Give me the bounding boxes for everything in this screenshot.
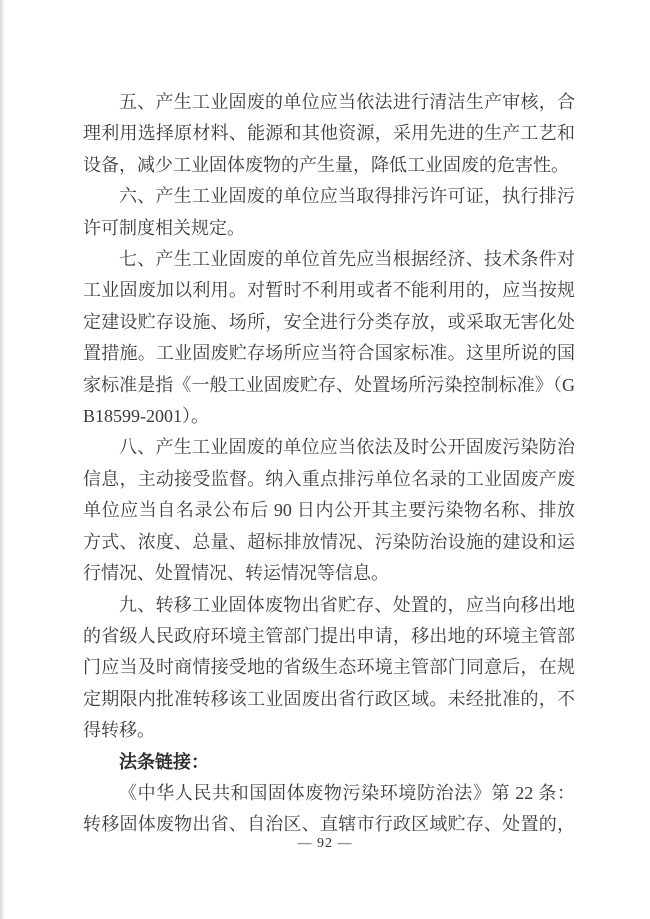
law-links-quote: 《中华人民共和国固体废物污染环境防治法》第 22 条：转移固体废物出省、自治区、直辖市行政区域贮存、处置的， [83,782,575,835]
list-item-eight: 八、产生工业固废的单位应当依法及时公开固废污染防治信息，主动接受监督。纳入重点排污单位名录的工业固废产废单位应当自名录公布后 90 日内公开其主要污染物名称、排放方式、浓度、总量、超标排放情况、污染防治设施的建设和运行情况、处置情况、转运情况等信息。 [83,437,575,584]
document-body [83,87,575,841]
list-item-five: 五、产生工业固废的单位应当依法进行清洁生产审核，合理利用选择原材料、能源和其他资源，采用先进的生产工艺和设备，减少工业固体废物的产生量，降低工业固废的危害性。 [83,92,575,175]
page-scan-edge [0,0,4,919]
list-item-six: 六、产生工业固废的单位应当取得排污许可证，执行排污许可制度相关规定。 [83,186,575,238]
law-links-heading: 法条链接： [119,751,209,772]
page-footer [0,834,650,854]
list-item-seven: 七、产生工业固废的单位首先应当根据经济、技术条件对工业固废加以利用。对暂时不利用或者不能利用的，应当按规定建设贮存设施、场所，安全进行分类存放，或采取无害化处置措施。工业固废贮存场所应当符合国家标准。这里所说的国家标准是指《一般工业固废贮存、处置场所污染控制标准》（GB18599-2001）。 [83,249,575,427]
list-item-nine: 九、转移工业固体废物出省贮存、处置的，应当向移出地的省级人民政府环境主管部门提出申请，移出地的环境主管部门应当及时商情接受地的省级生态环境主管部门同意后，在规定期限内批准转移该工业固废出省行政区域。未经批准的，不得转移。 [83,594,575,741]
page-number: — 92 — [297,836,353,851]
